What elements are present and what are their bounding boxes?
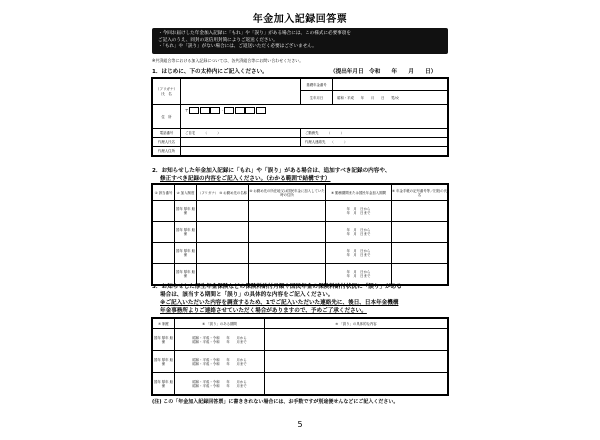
col-header: （フリガナ） ③ お勤め先の名称 bbox=[197, 185, 249, 201]
form-title: 年金加入記録回答票 bbox=[252, 14, 348, 25]
period-cell[interactable] bbox=[326, 201, 392, 222]
section3-table bbox=[152, 318, 448, 395]
section2-heading-b: 修正すべき記録の内容をご記入ください。（わかる範囲で結構です） bbox=[160, 176, 331, 182]
postal-box[interactable] bbox=[245, 107, 255, 114]
address-input[interactable]: 〒 - bbox=[181, 105, 448, 129]
system-options[interactable]: 国年 厚年 船保 bbox=[175, 222, 197, 243]
col-header: ⑧ 「誤り」のある期間 bbox=[175, 319, 265, 329]
name-label-cell bbox=[153, 79, 181, 105]
from-label: 年 月 日から bbox=[346, 207, 371, 211]
row-number-input[interactable] bbox=[153, 201, 175, 222]
period-to: 昭和・平成・令和 年 月まで bbox=[192, 339, 247, 344]
period-from: 昭和・平成・令和 年 月から bbox=[192, 379, 247, 384]
col-header: ⑦ 制度 bbox=[153, 319, 175, 329]
address-input[interactable] bbox=[249, 201, 326, 222]
pension-no-input[interactable] bbox=[392, 201, 448, 222]
proxy-address-input[interactable] bbox=[181, 147, 448, 156]
postal-box[interactable] bbox=[189, 107, 199, 114]
detail-input[interactable] bbox=[265, 329, 448, 351]
section3-note-b: 年金事務所よりご連絡させていただく場合がありますので、予めご了承ください。 bbox=[160, 308, 367, 314]
work-phone-input[interactable] bbox=[301, 129, 448, 138]
row-number-input[interactable] bbox=[153, 222, 175, 243]
period-cell[interactable] bbox=[175, 351, 265, 373]
section2-table bbox=[152, 184, 448, 285]
section3-heading-a: 3．お知らせした厚生年金保険などの保険料納付月額や国民年金の保険料納付状況に「誤り」がある bbox=[152, 284, 402, 290]
system-options[interactable]: 国年 厚年 船保 bbox=[175, 243, 197, 264]
period-cell[interactable] bbox=[175, 373, 265, 395]
table-row bbox=[153, 243, 448, 264]
birth-era: 昭和・平成 年 月 日 bbox=[337, 95, 385, 100]
pension-no-input[interactable] bbox=[392, 222, 448, 243]
basic-no-label: 基礎年金番号 bbox=[301, 79, 333, 91]
notice-line-1: ・今回お届けした年金加入記録に「もれ」や「誤り」がある場合には、この様式に必要事項を bbox=[158, 31, 351, 36]
notice-box bbox=[152, 28, 448, 54]
table-row bbox=[153, 222, 448, 243]
detail-input[interactable] bbox=[265, 373, 448, 395]
period-cell[interactable] bbox=[326, 222, 392, 243]
table-row bbox=[153, 351, 448, 373]
home-paren: （ ） bbox=[205, 131, 221, 135]
proxy-contact-input[interactable] bbox=[301, 138, 448, 147]
name-input[interactable] bbox=[181, 79, 301, 105]
system-options[interactable]: 国年 厚年 船保 bbox=[175, 264, 197, 285]
work-paren: （ ） bbox=[328, 131, 344, 135]
row-number-input[interactable] bbox=[153, 243, 175, 264]
address-input[interactable] bbox=[249, 222, 326, 243]
section2-heading-a: 2．お知らせした年金加入記録に「もれ」や「誤り」がある場合は、追加すべき記録の内容や、 bbox=[152, 168, 391, 174]
proxy-contact-label: 代理人連絡先 bbox=[305, 140, 326, 144]
period-from: 昭和・平成・令和 年 月から bbox=[192, 357, 247, 362]
address-label: 住 所 bbox=[153, 105, 181, 129]
to-label: 年 月 日まで bbox=[346, 274, 371, 278]
employer-input[interactable] bbox=[197, 222, 249, 243]
col-header: ① 該当番号 bbox=[153, 185, 175, 201]
employer-input[interactable] bbox=[197, 201, 249, 222]
notice-line-2: ご記入のうえ、同封の返信用封筒によりご返送ください。 bbox=[158, 37, 278, 43]
home-label: ご自宅 bbox=[185, 131, 196, 135]
to-label: 年 月 日まで bbox=[346, 232, 371, 236]
furigana-label: （フリガナ） bbox=[155, 87, 178, 92]
col-header: ⑥ 年金手帳の記号番号等／旧姓の氏名 bbox=[392, 185, 448, 201]
table-row bbox=[153, 201, 448, 222]
system-options[interactable]: 国年 厚年 船保 bbox=[153, 329, 175, 351]
notice-line-3: ・「もれ」や「誤り」がない場合には、ご返送いただく必要はございません。 bbox=[158, 44, 317, 50]
col-header: ② 加入制度 bbox=[175, 185, 197, 201]
postal-box[interactable] bbox=[210, 107, 220, 114]
proxy-paren: （ ） bbox=[332, 140, 348, 144]
table-row bbox=[153, 373, 448, 395]
kyosai-note: ※共済組合等における加入記録については、各共済組合等にお問い合わせください。 bbox=[152, 58, 304, 63]
col-header: ⑨ 「誤り」の具体的な内容 bbox=[265, 319, 448, 329]
basic-no-input[interactable] bbox=[333, 79, 448, 91]
postal-box[interactable] bbox=[224, 107, 234, 114]
sex-male: 男 bbox=[391, 95, 395, 100]
to-label: 年 月 日まで bbox=[346, 253, 371, 257]
table-row bbox=[153, 329, 448, 351]
address-input[interactable] bbox=[249, 243, 326, 264]
proxy-name-input[interactable] bbox=[181, 138, 301, 147]
period-cell[interactable] bbox=[175, 329, 265, 351]
phone-label: 電話番号 bbox=[153, 129, 181, 138]
sex-female: 女 bbox=[395, 95, 400, 100]
section1-table bbox=[152, 78, 448, 156]
period-to: 昭和・平成・令和 年 月まで bbox=[192, 383, 247, 388]
detail-input[interactable] bbox=[265, 351, 448, 373]
col-header: ④ お勤め先の所在地又は国民年金に加入していた時の住所 bbox=[249, 185, 326, 201]
section3-heading-b: 場合は、該当する期間と「誤り」の具体的な内容をご記入ください。 bbox=[160, 292, 334, 298]
from-label: 年 月 日から bbox=[346, 228, 371, 232]
period-from: 昭和・平成・令和 年 月から bbox=[192, 335, 247, 340]
from-label: 年 月 日から bbox=[346, 249, 371, 253]
name-label: 氏 名 bbox=[161, 91, 172, 96]
page-number: 5 bbox=[297, 420, 303, 429]
postal-mark: 〒 bbox=[185, 108, 189, 113]
section1-heading: 1．はじめに、下の太枠内にご記入ください。 bbox=[152, 69, 268, 75]
section3-note-a: ※ご記入いただいた内容を調査するため、1でご記入いただいた連絡先に、後日、日本年金機構 bbox=[160, 300, 399, 306]
employer-input[interactable] bbox=[197, 243, 249, 264]
period-to: 昭和・平成・令和 年 月まで bbox=[192, 361, 247, 366]
system-options[interactable]: 国年 厚年 船保 bbox=[153, 351, 175, 373]
postal-box[interactable] bbox=[235, 107, 245, 114]
submit-date: （提出年月日 令和 年 月 日） bbox=[330, 69, 437, 75]
postal-box[interactable] bbox=[256, 107, 266, 114]
proxy-address-label: 代理人住所 bbox=[153, 147, 181, 156]
col-header: ⑤ 勤務期間または国民年金加入期間 bbox=[326, 185, 392, 201]
system-options[interactable]: 国年 厚年 船保 bbox=[153, 373, 175, 395]
postal-box[interactable] bbox=[200, 107, 210, 114]
system-options[interactable]: 国年 厚年 船保 bbox=[175, 201, 197, 222]
home-phone-input[interactable] bbox=[181, 129, 301, 138]
period-cell[interactable] bbox=[326, 243, 392, 264]
footer-note: (注) この「年金加入記録回答票」に書ききれない場合には、お手数ですが別途便せんなどにご記入ください。 bbox=[152, 399, 399, 405]
to-label: 年 月 日まで bbox=[346, 211, 371, 215]
proxy-name-label: 代理人氏名 bbox=[153, 138, 181, 147]
from-label: 年 月 日から bbox=[346, 270, 371, 274]
pension-no-input[interactable] bbox=[392, 243, 448, 264]
birth-input[interactable]: 昭和・平成 年 月 日 男/女 bbox=[333, 91, 448, 105]
work-label: ご勤務先 bbox=[305, 131, 319, 135]
birth-label: 生年月日 bbox=[301, 91, 333, 105]
